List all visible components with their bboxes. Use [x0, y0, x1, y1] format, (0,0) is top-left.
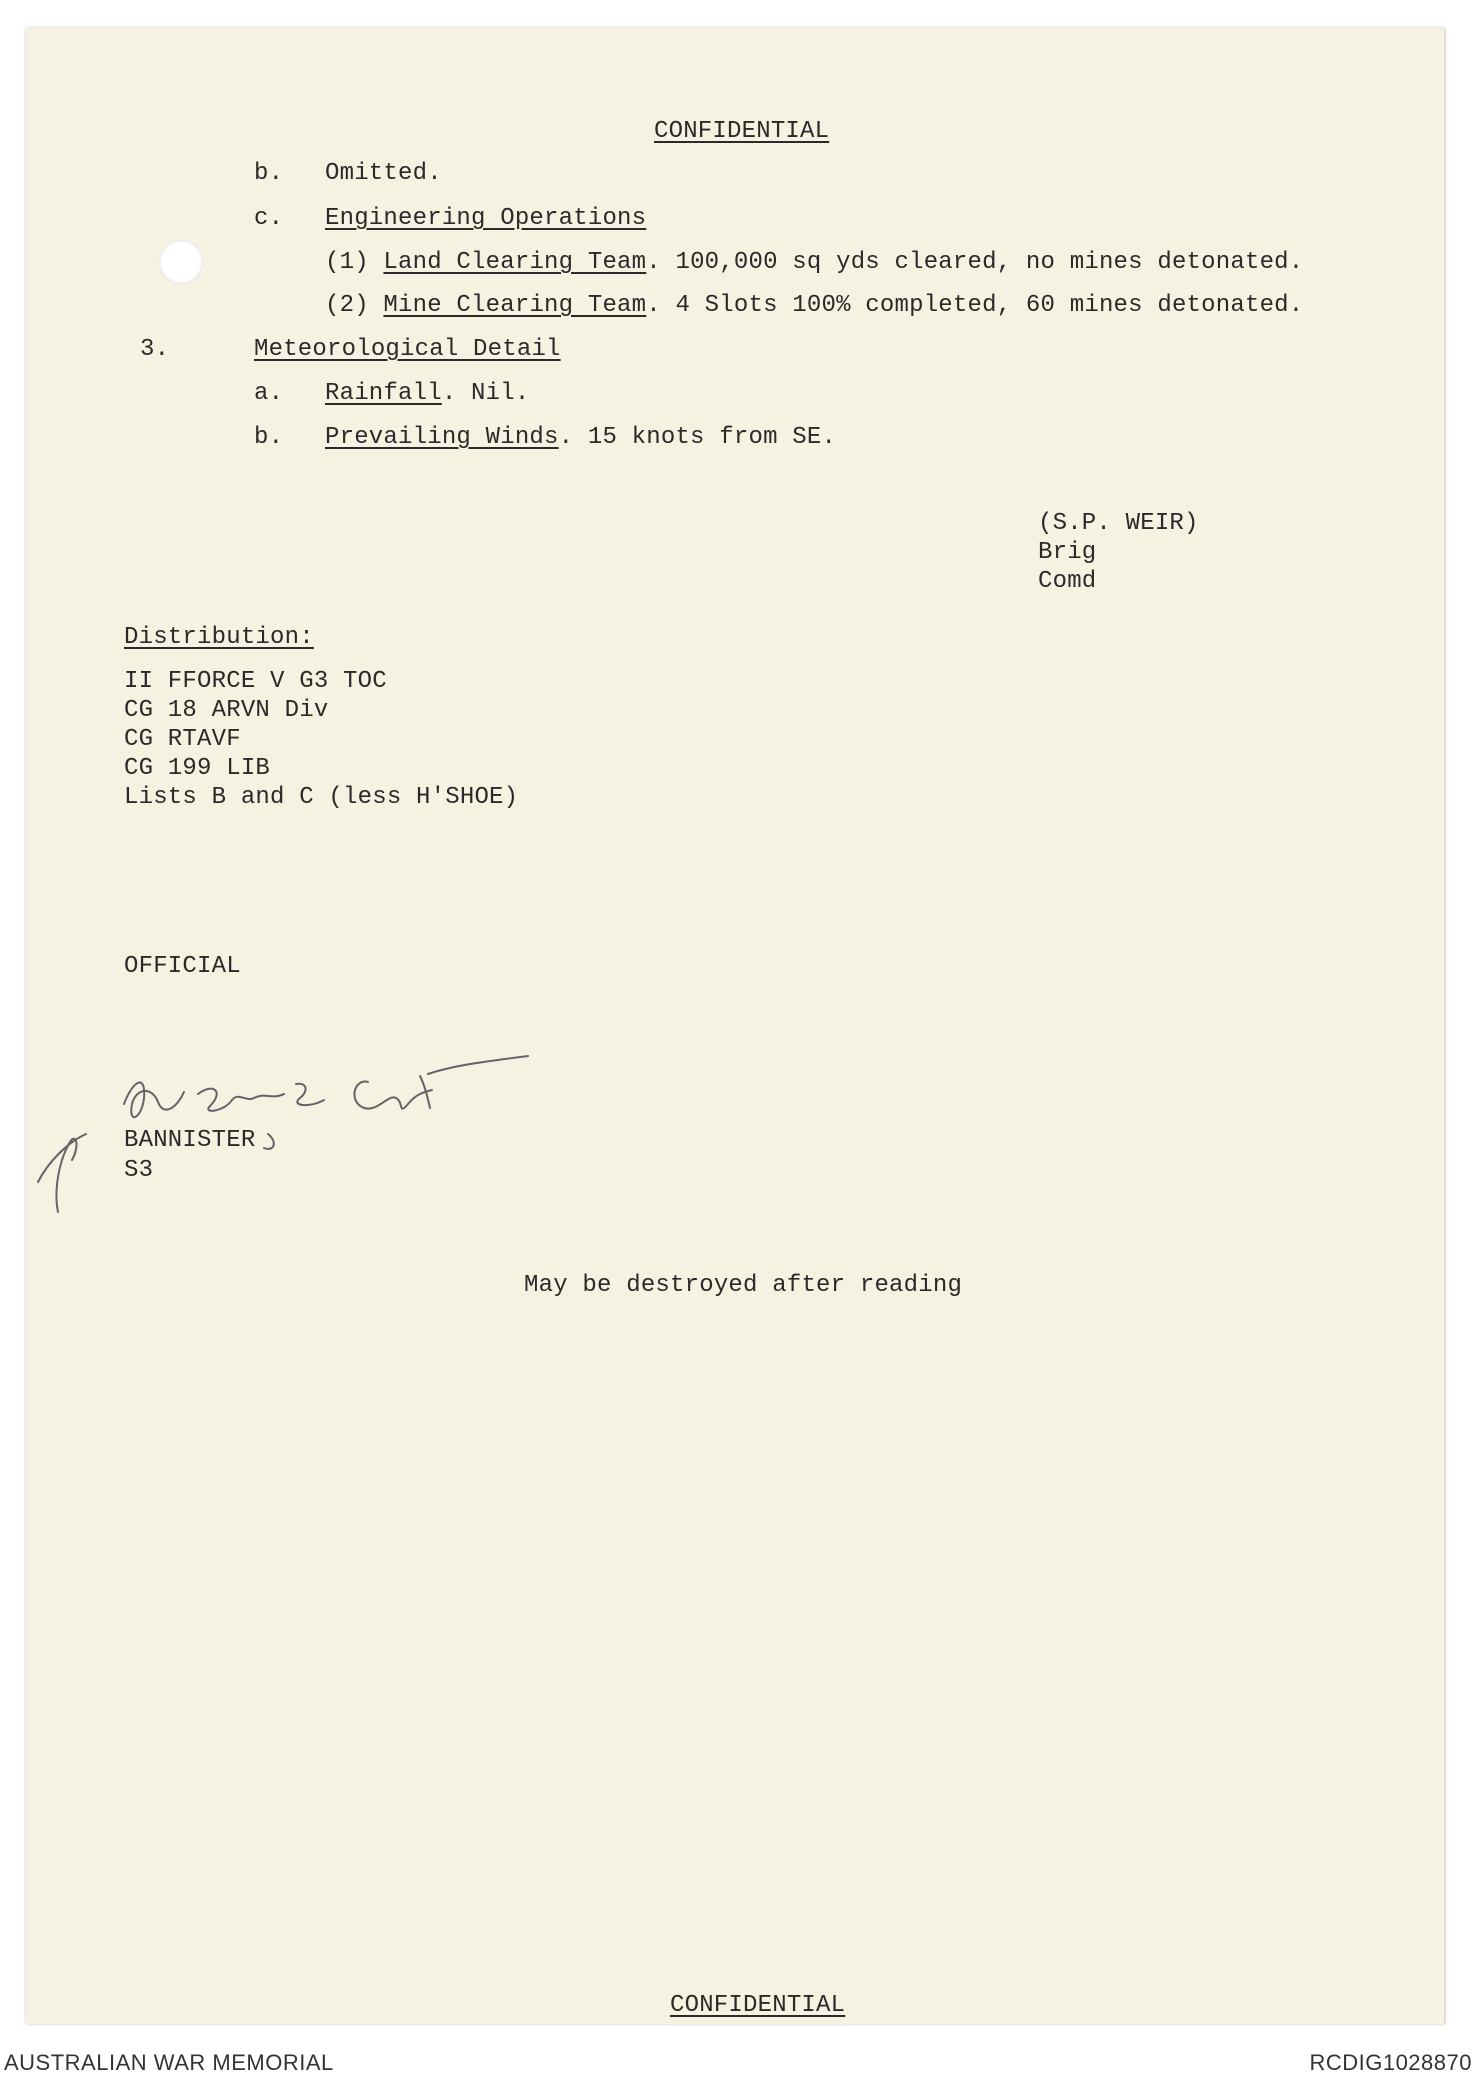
- archive-credit: AUSTRALIAN WAR MEMORIAL: [4, 2050, 334, 2075]
- header-classification: CONFIDENTIAL: [654, 118, 830, 145]
- item-c1-num: (1): [325, 249, 369, 276]
- handwritten-signature: [28, 1042, 548, 1222]
- met-a-title: Rainfall: [325, 380, 442, 407]
- signatory-name: (S.P. WEIR): [1038, 510, 1199, 537]
- item-c1: [325, 249, 1303, 277]
- item-c1-text: . 100,000 sq yds cleared, no mines detonated.: [646, 249, 1304, 276]
- item-c-letter: c.: [254, 205, 284, 232]
- destroy-notice: May be destroyed after reading: [524, 1272, 963, 1299]
- met-b-text: . 15 knots from SE.: [558, 424, 837, 451]
- distribution-line: II FFORCE V G3 TOC: [124, 668, 387, 695]
- distribution-line: CG 18 ARVN Div: [124, 697, 329, 724]
- met-number: 3.: [140, 336, 170, 363]
- official-appointment: S3: [124, 1157, 154, 1184]
- met-a-letter: a.: [254, 380, 284, 407]
- item-b-letter: b.: [254, 160, 284, 187]
- item-c1-title: Land Clearing Team: [383, 249, 647, 276]
- distribution-heading: Distribution:: [124, 624, 314, 651]
- met-heading: Meteorological Detail: [254, 336, 561, 363]
- official-name: BANNISTER: [124, 1127, 256, 1154]
- footer-classification: CONFIDENTIAL: [670, 1992, 846, 2019]
- item-b-text: Omitted.: [325, 160, 442, 187]
- distribution-line: Lists B and C (less H'SHOE): [124, 784, 519, 811]
- document-page: [26, 28, 1445, 2024]
- item-c-heading: Engineering Operations: [325, 205, 647, 232]
- met-b-title: Prevailing Winds: [325, 424, 559, 451]
- met-b: [325, 424, 836, 452]
- met-a-text: . Nil.: [441, 380, 530, 407]
- archive-reference: RCDIG1028870: [1309, 2050, 1472, 2075]
- punch-hole: [159, 240, 203, 284]
- met-b-letter: b.: [254, 424, 284, 451]
- distribution-line: CG 199 LIB: [124, 755, 271, 782]
- item-c2-title: Mine Clearing Team: [383, 292, 647, 319]
- item-c2: [325, 292, 1303, 320]
- item-c2-text: . 4 Slots 100% completed, 60 mines detonated.: [646, 292, 1304, 319]
- met-a: [325, 380, 529, 408]
- distribution-line: CG RTAVF: [124, 726, 241, 753]
- item-c2-num: (2): [325, 292, 369, 319]
- signatory-rank: Brig: [1038, 539, 1097, 566]
- official-label: OFFICIAL: [124, 953, 241, 980]
- signatory-appointment: Comd: [1038, 568, 1097, 595]
